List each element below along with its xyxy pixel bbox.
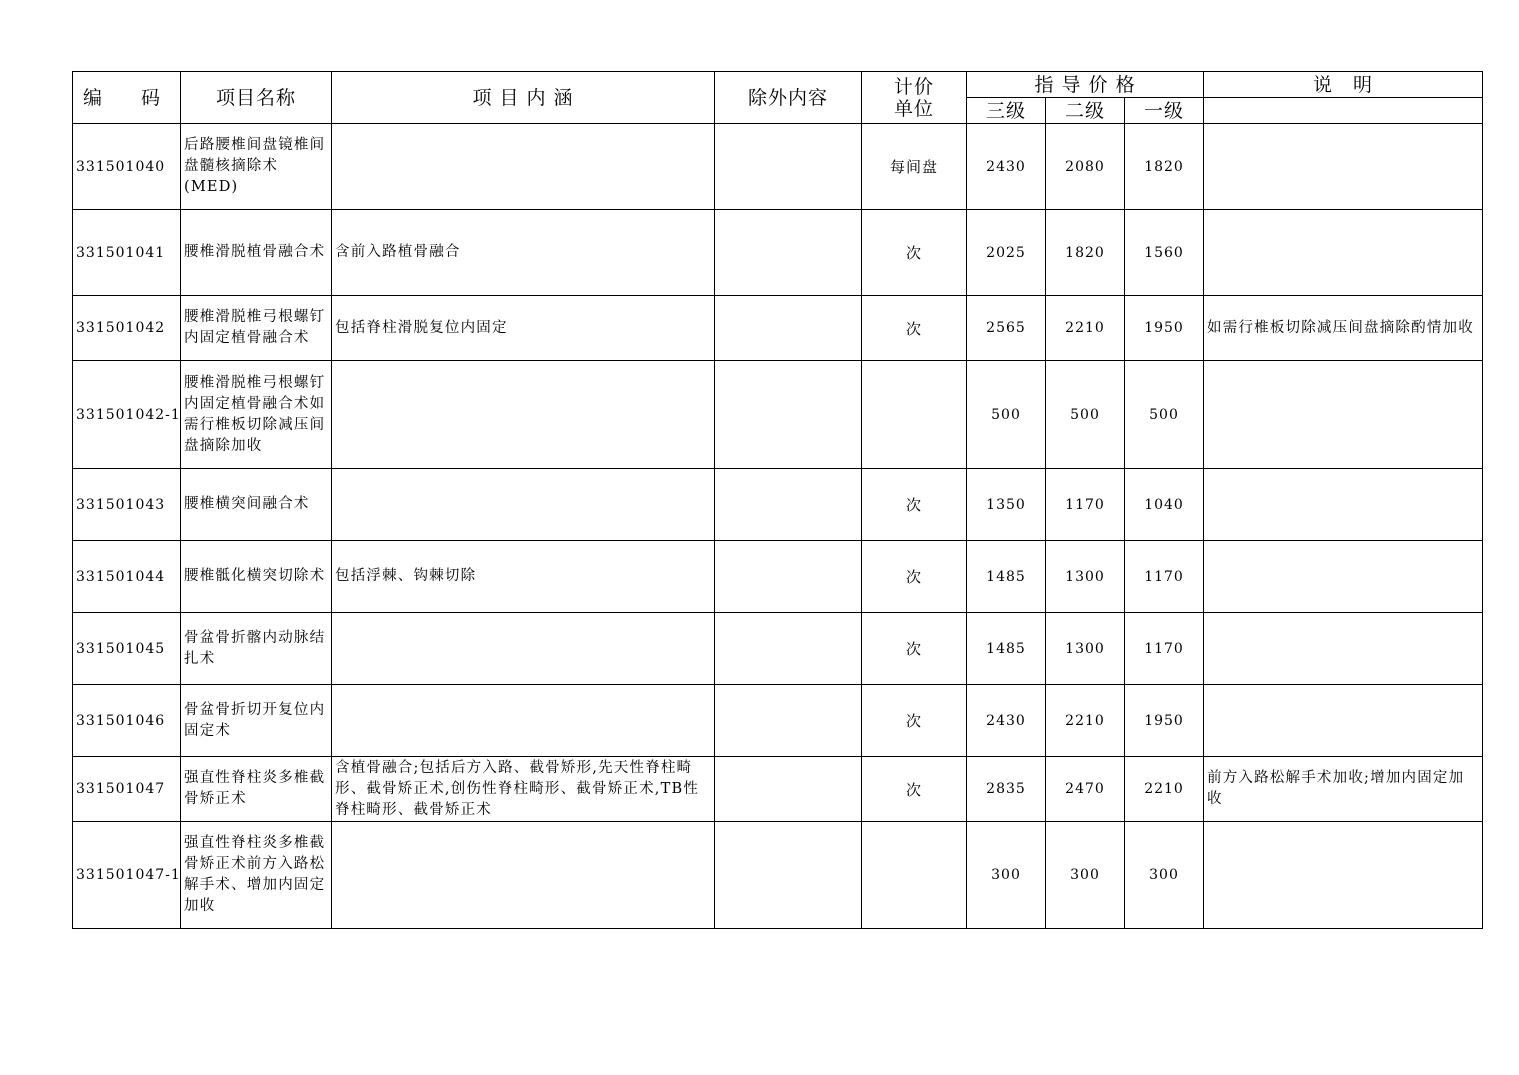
row-price-level2: 300 <box>1046 822 1125 929</box>
row-code: 331501041 <box>73 210 181 296</box>
row-price-level3: 500 <box>967 361 1046 469</box>
row-price-level3: 2565 <box>967 296 1046 361</box>
row-name: 腰椎骶化横突切除术 <box>181 541 332 613</box>
row-price-level1: 1170 <box>1125 541 1204 613</box>
row-price-level1: 1040 <box>1125 469 1204 541</box>
row-exclusions <box>715 124 862 210</box>
row-price-level3: 2835 <box>967 757 1046 822</box>
row-note: 前方入路松解手术加收;增加内固定加收 <box>1204 757 1483 822</box>
row-price-level3: 1485 <box>967 541 1046 613</box>
table-row <box>73 685 1483 757</box>
header-unit-line1: 计价 <box>893 75 934 98</box>
row-content <box>332 361 715 469</box>
row-unit <box>862 822 967 929</box>
header-level1: 一级 <box>1125 98 1204 124</box>
row-note <box>1204 541 1483 613</box>
row-code: 331501046 <box>73 685 181 757</box>
row-unit: 次 <box>862 685 967 757</box>
table-row <box>73 296 1483 361</box>
row-price-level3: 2430 <box>967 685 1046 757</box>
row-name: 骨盆骨折切开复位内固定术 <box>181 685 332 757</box>
row-price-level2: 1300 <box>1046 613 1125 685</box>
row-name: 强直性脊柱炎多椎截骨矫正术前方入路松解手术、增加内固定加收 <box>181 822 332 929</box>
row-exclusions <box>715 541 862 613</box>
row-exclusions <box>715 361 862 469</box>
row-content: 包括浮棘、钩棘切除 <box>332 541 715 613</box>
row-code: 331501044 <box>73 541 181 613</box>
header-level2: 二级 <box>1046 98 1125 124</box>
price-table <box>72 71 1483 929</box>
row-name: 后路腰椎间盘镜椎间盘髓核摘除术(MED) <box>181 124 332 210</box>
row-content <box>332 613 715 685</box>
row-content <box>332 822 715 929</box>
row-price-level2: 500 <box>1046 361 1125 469</box>
header-note: 说 明 <box>1204 72 1483 98</box>
row-unit: 次 <box>862 613 967 685</box>
row-price-level1: 1950 <box>1125 685 1204 757</box>
row-unit: 次 <box>862 757 967 822</box>
header-guide-price: 指 导 价 格 <box>967 72 1204 98</box>
row-note <box>1204 685 1483 757</box>
table-row <box>73 757 1483 822</box>
table-row <box>73 361 1483 469</box>
row-code: 331501042-1 <box>73 361 181 469</box>
row-unit: 次 <box>862 296 967 361</box>
row-price-level1: 1950 <box>1125 296 1204 361</box>
header-level3: 三级 <box>967 98 1046 124</box>
row-price-level1: 500 <box>1125 361 1204 469</box>
row-price-level2: 1820 <box>1046 210 1125 296</box>
header-row-1 <box>73 72 1483 98</box>
table-row <box>73 541 1483 613</box>
row-price-level2: 2210 <box>1046 685 1125 757</box>
table-row <box>73 613 1483 685</box>
row-price-level1: 300 <box>1125 822 1204 929</box>
row-exclusions <box>715 210 862 296</box>
row-content: 含前入路植骨融合 <box>332 210 715 296</box>
row-note <box>1204 613 1483 685</box>
row-code: 331501042 <box>73 296 181 361</box>
row-content <box>332 124 715 210</box>
row-name: 腰椎滑脱椎弓根螺钉内固定植骨融合术 <box>181 296 332 361</box>
table-row <box>73 210 1483 296</box>
row-price-level3: 2430 <box>967 124 1046 210</box>
row-price-level2: 1170 <box>1046 469 1125 541</box>
row-code: 331501047-1 <box>73 822 181 929</box>
row-note <box>1204 210 1483 296</box>
row-unit: 次 <box>862 541 967 613</box>
table-row <box>73 469 1483 541</box>
row-name: 腰椎横突间融合术 <box>181 469 332 541</box>
row-price-level3: 1350 <box>967 469 1046 541</box>
header-name: 项目名称 <box>181 72 332 124</box>
header-code: 编 码 <box>73 72 181 124</box>
header-content: 项 目 内 涵 <box>332 72 715 124</box>
row-note <box>1204 361 1483 469</box>
row-name: 骨盆骨折髂内动脉结扎术 <box>181 613 332 685</box>
row-exclusions <box>715 613 862 685</box>
row-content <box>332 685 715 757</box>
row-unit: 次 <box>862 469 967 541</box>
row-exclusions <box>715 822 862 929</box>
row-content <box>332 469 715 541</box>
header-note-blank <box>1204 98 1483 124</box>
row-price-level2: 1300 <box>1046 541 1125 613</box>
row-price-level1: 1560 <box>1125 210 1204 296</box>
header-unit-line2: 单位 <box>893 97 934 120</box>
table-row <box>73 822 1483 929</box>
row-code: 331501047 <box>73 757 181 822</box>
row-price-level2: 2210 <box>1046 296 1125 361</box>
row-note <box>1204 822 1483 929</box>
row-name: 腰椎滑脱椎弓根螺钉内固定植骨融合术如需行椎板切除减压间盘摘除加收 <box>181 361 332 469</box>
row-code: 331501040 <box>73 124 181 210</box>
row-price-level1: 1170 <box>1125 613 1204 685</box>
row-unit <box>862 361 967 469</box>
row-price-level3: 300 <box>967 822 1046 929</box>
row-price-level1: 2210 <box>1125 757 1204 822</box>
header-unit <box>862 72 967 124</box>
row-unit: 每间盘 <box>862 124 967 210</box>
row-content: 含植骨融合;包括后方入路、截骨矫形,先天性脊柱畸形、截骨矫正术,创伤性脊柱畸形、截骨矫正术,TB性脊柱畸形、截骨矫正术 <box>332 757 715 822</box>
row-price-level2: 2470 <box>1046 757 1125 822</box>
row-price-level1: 1820 <box>1125 124 1204 210</box>
row-note <box>1204 124 1483 210</box>
row-exclusions <box>715 469 862 541</box>
row-exclusions <box>715 757 862 822</box>
row-note <box>1204 469 1483 541</box>
row-price-level2: 2080 <box>1046 124 1125 210</box>
row-name: 腰椎滑脱植骨融合术 <box>181 210 332 296</box>
row-unit: 次 <box>862 210 967 296</box>
header-exclusions: 除外内容 <box>715 72 862 124</box>
row-name: 强直性脊柱炎多椎截骨矫正术 <box>181 757 332 822</box>
table-row <box>73 124 1483 210</box>
row-exclusions <box>715 685 862 757</box>
row-price-level3: 1485 <box>967 613 1046 685</box>
row-code: 331501043 <box>73 469 181 541</box>
row-content: 包括脊柱滑脱复位内固定 <box>332 296 715 361</box>
row-price-level3: 2025 <box>967 210 1046 296</box>
row-exclusions <box>715 296 862 361</box>
row-code: 331501045 <box>73 613 181 685</box>
row-note: 如需行椎板切除减压间盘摘除酌情加收 <box>1204 296 1483 361</box>
